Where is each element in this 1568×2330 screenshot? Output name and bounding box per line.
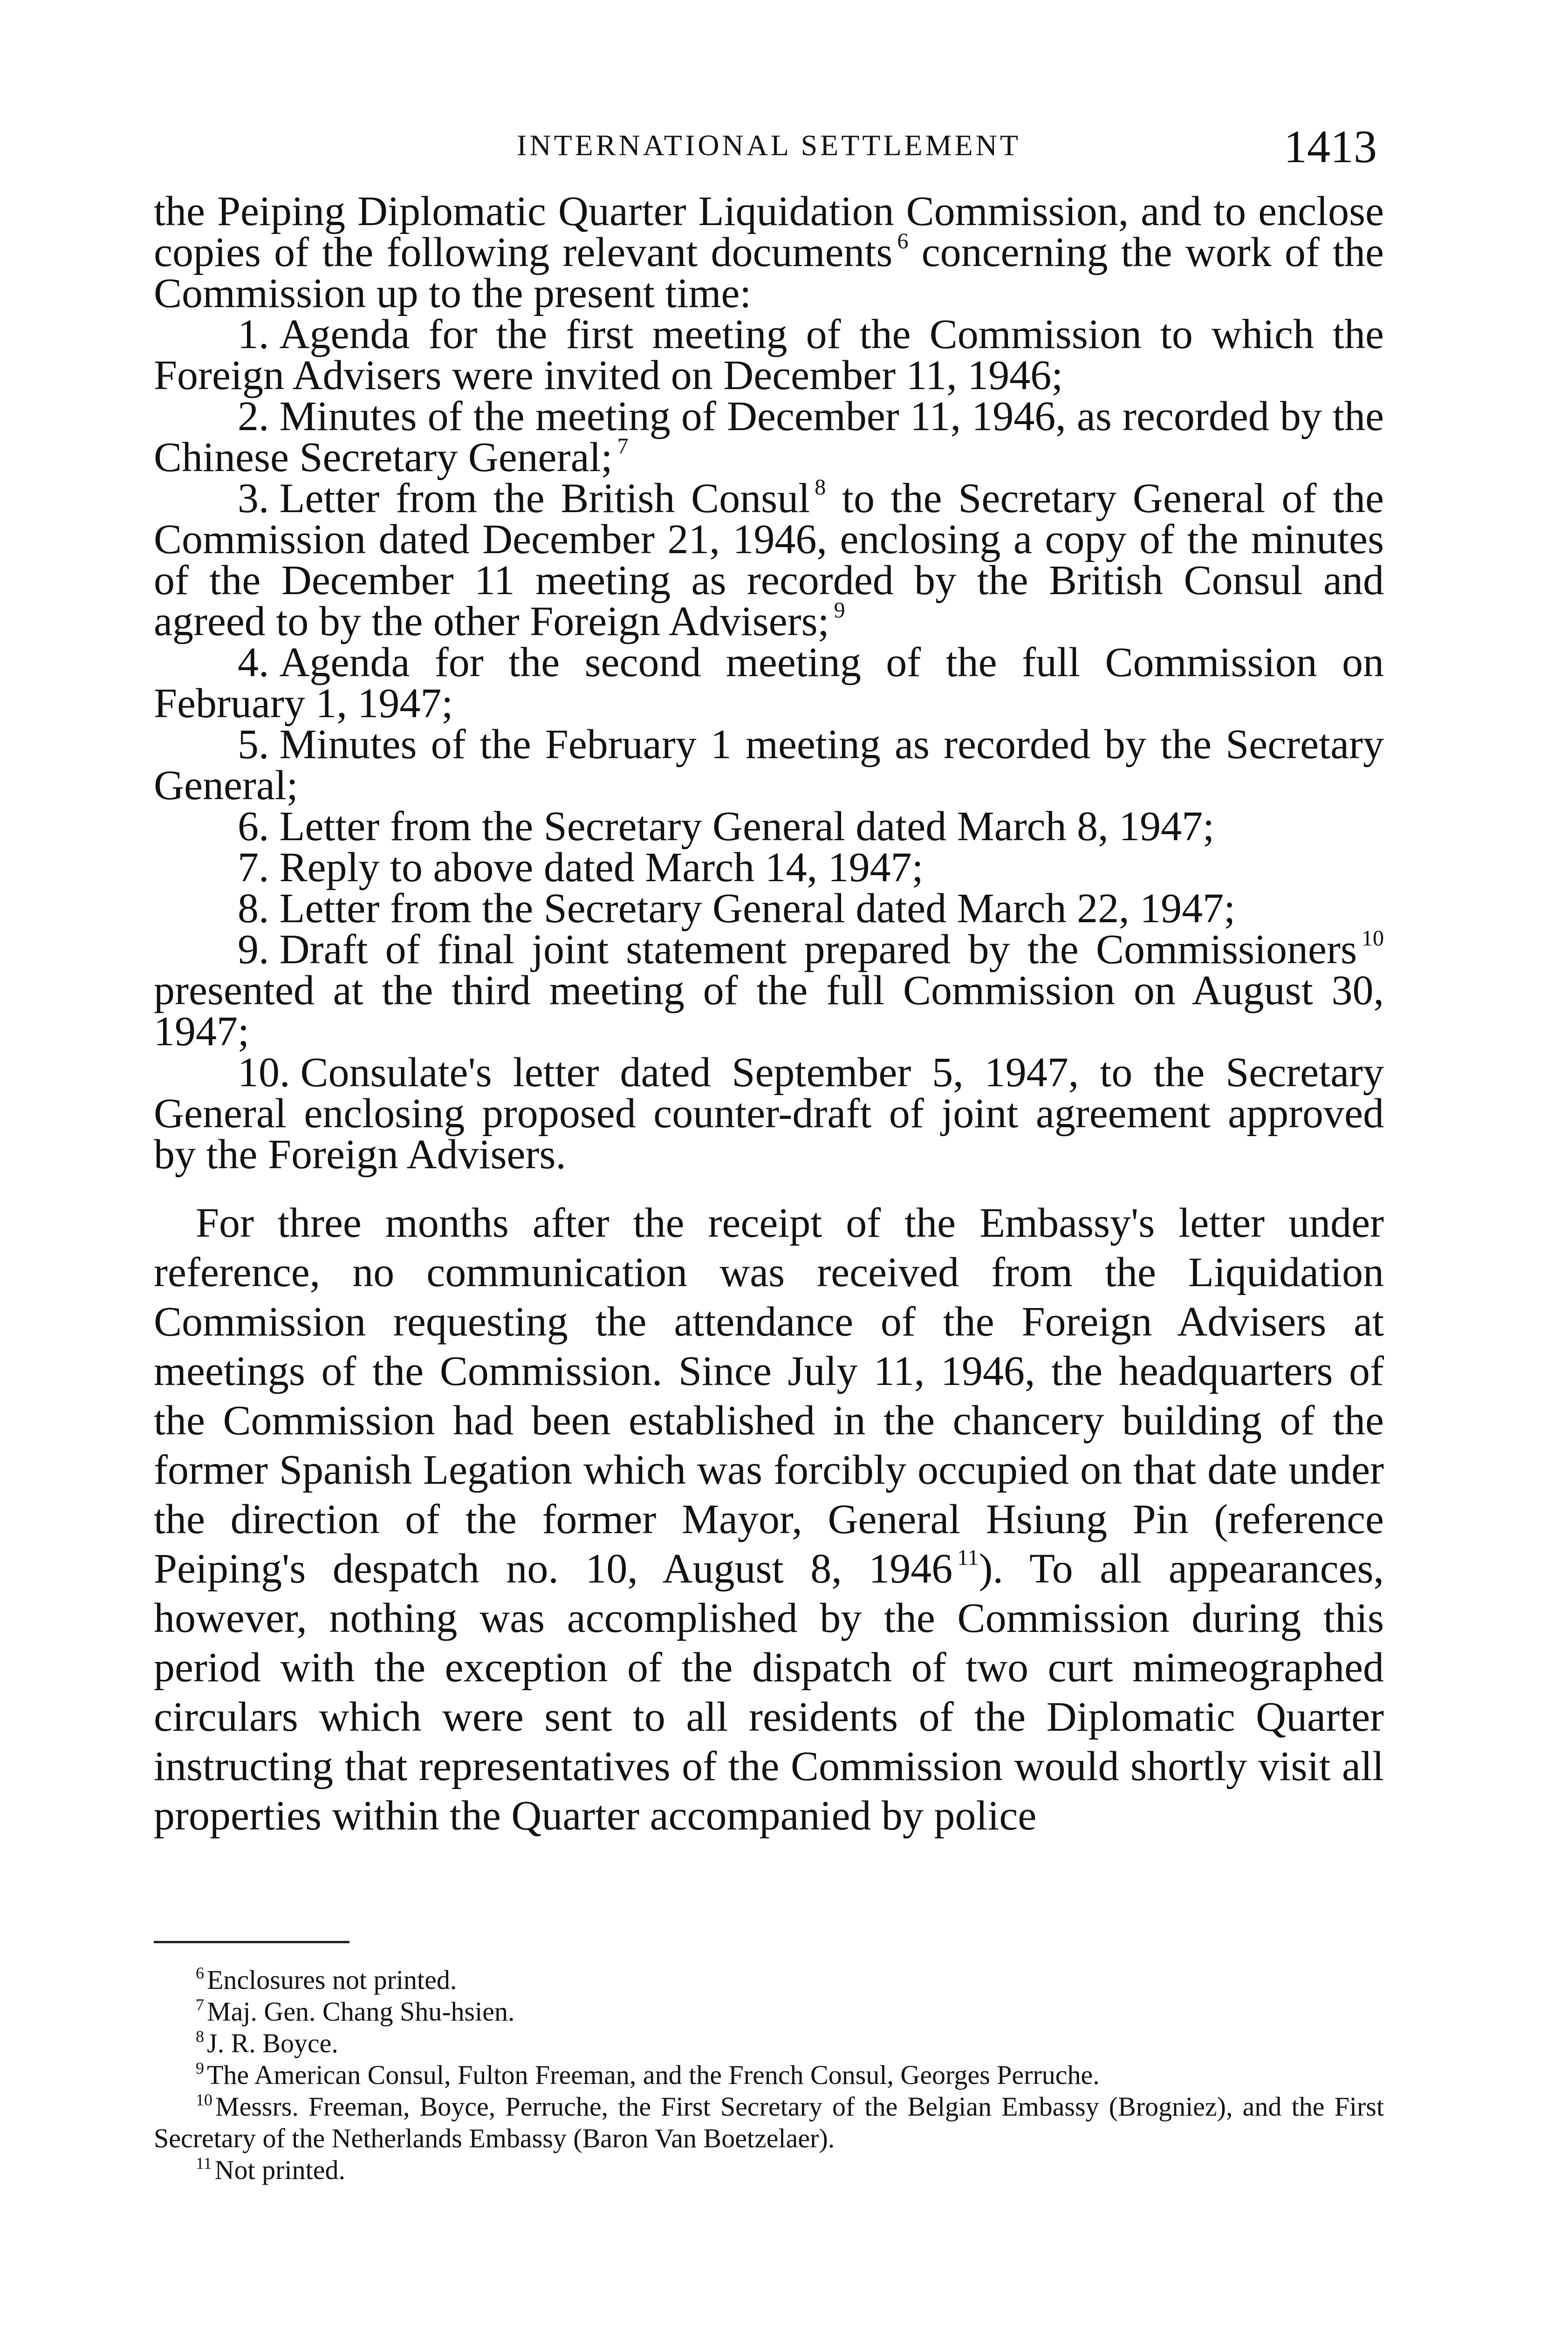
item-text: Draft of final joint statement prepared by the Commissioners (279, 926, 1357, 973)
footnote-ref: 10 (1362, 925, 1384, 951)
footnote-text: Not printed. (214, 2155, 345, 2185)
list-item (154, 1049, 1384, 1178)
item-number: 3. (238, 475, 269, 521)
paragraph-text: For three months after the receipt of the Embassy's letter under reference, no communication was received from the Liquidation Commission requesting the attendance of the Foreign Advisers at meetings of the Commission. Since July 11, 1946, the headquarters of the Commission had been established in the chancery building of the former Spanish Legation which was forcibly occupied on that date under the direction of the former Mayor, General Hsiung Pin (reference Peiping's despatch no. 10, August 8, 1946 (154, 1200, 1384, 1592)
list-item (154, 925, 1384, 1055)
body-text (154, 188, 1384, 1841)
intro-text: the Peiping Diplomatic Quarter Liquidation Commission, and to enclose copies of the following relevant documents (154, 188, 1384, 275)
item-text-after: to the Secretary General of the Commission dated December 21, 1946, enclosing a copy of the minutes of the December 11 meeting as recorded by the British Consul and agreed to by the other Foreign Advisers; (154, 475, 1384, 644)
list-item (154, 803, 1384, 850)
item-text: Agenda for the first meeting of the Commission to which the Foreign Advisers were invited on December 11, 1946; (154, 311, 1384, 398)
footnote-mark: 8 (196, 2027, 204, 2046)
list-item (154, 311, 1384, 398)
body-paragraph (154, 1199, 1384, 1841)
item-number: 5. (238, 721, 269, 768)
item-number: 7. (238, 844, 269, 891)
item-number: 1. (238, 311, 269, 357)
footnote-mark: 7 (196, 1995, 204, 2015)
footnote-ref: 7 (617, 433, 629, 459)
footnote-mark: 9 (196, 2059, 204, 2078)
footnotes (154, 1964, 1384, 2186)
item-text: Letter from the Secretary General dated March 22, 1947; (279, 885, 1236, 932)
item-number: 9. (238, 926, 269, 973)
footnote-ref: 9 (834, 597, 845, 623)
footnote (154, 2059, 1384, 2091)
item-text: Letter from the Secretary General dated March 8, 1947; (279, 803, 1215, 850)
intro-paragraph (154, 188, 1384, 316)
intro-text-after: concerning the work of the Commission up to the present time: (154, 229, 1384, 316)
item-number: 8. (238, 885, 269, 932)
item-number: 6. (238, 803, 269, 850)
item-text: Minutes of the February 1 meeting as recorded by the Secretary General; (154, 721, 1384, 809)
footnote-divider (154, 1941, 349, 1943)
footnote-ref: 6 (897, 228, 909, 254)
footnote-ref: 11 (957, 1545, 979, 1570)
item-text: Consulate's letter dated September 5, 1947, to the Secretary General enclosing proposed counter-draft of joint agreement approved by the Foreign Advisers. (154, 1049, 1384, 1178)
document-list (154, 311, 1384, 1178)
paragraph-text-after: ). To all appearances, however, nothing was accomplished by the Commission during this period with the exception of the dispatch of two curt mimeographed circulars which were sent to all residents of the Diplomatic Quarter instructing that representatives of the Commission would shortly visit all properties within the Quarter accompanied by police (154, 1546, 1384, 1839)
list-item (154, 393, 1384, 480)
list-item (154, 474, 1384, 644)
footnote (154, 2091, 1384, 2154)
page-number: 1413 (1284, 121, 1377, 172)
footnote-text: Messrs. Freeman, Boyce, Perruche, the First Secretary of the Belgian Embassy (Brogniez), and the First Secretary of the Netherlands Embassy (Baron Van Boetzelaer). (154, 2091, 1384, 2153)
item-text-after: presented at the third meeting of the full Commission on August 30, 1947; (154, 967, 1384, 1055)
item-number: 2. (238, 393, 269, 439)
footnote (154, 2154, 1384, 2186)
running-head: INTERNATIONAL SETTLEMENT (517, 129, 1021, 162)
list-item (154, 639, 1384, 726)
footnote-text: J. R. Boyce. (207, 2028, 338, 2058)
footnote (154, 2028, 1384, 2059)
item-text: Letter from the British Consul (279, 475, 810, 521)
page-header (154, 123, 1384, 175)
item-number: 4. (238, 639, 269, 685)
list-item (154, 885, 1384, 932)
footnote-ref: 8 (815, 474, 826, 500)
footnote-mark: 11 (196, 2154, 212, 2173)
footnote-mark: 10 (196, 2090, 212, 2110)
footnote (154, 1964, 1384, 1996)
item-number: 10. (238, 1049, 290, 1096)
item-text: Minutes of the meeting of December 11, 1946, as recorded by the Chinese Secretary General; (154, 393, 1384, 480)
item-text: Reply to above dated March 14, 1947; (279, 844, 924, 891)
footnote-text: Enclosures not printed. (207, 1965, 457, 1995)
item-text: Agenda for the second meeting of the full Commission on February 1, 1947; (154, 639, 1384, 726)
footnote-text: The American Consul, Fulton Freeman, and the French Consul, Georges Perruche. (207, 2060, 1100, 2090)
footnote (154, 1996, 1384, 2028)
footnote-text: Maj. Gen. Chang Shu-hsien. (207, 1996, 515, 2027)
list-item (154, 721, 1384, 809)
footnote-mark: 6 (196, 1964, 204, 1983)
list-item (154, 844, 1384, 891)
